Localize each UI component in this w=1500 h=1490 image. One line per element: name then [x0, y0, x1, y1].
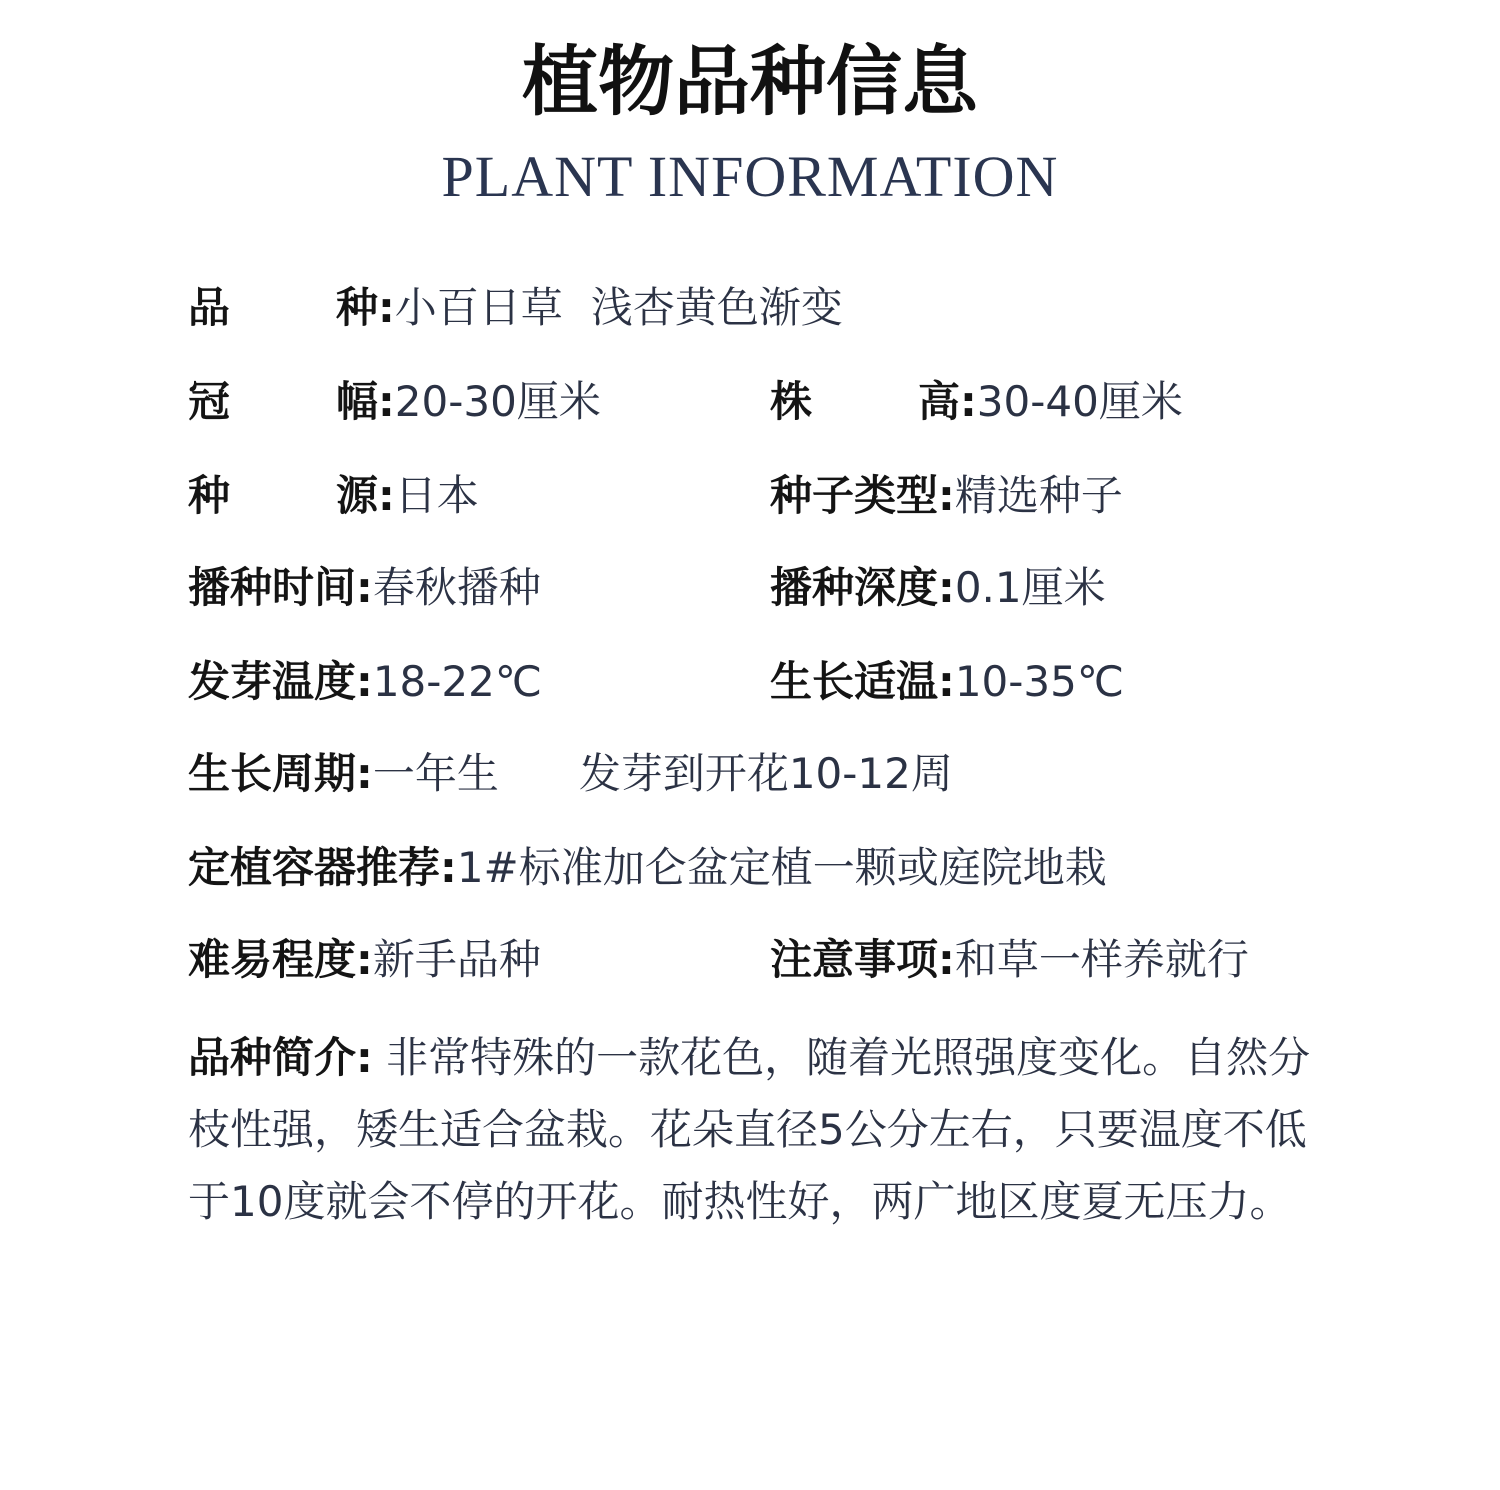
- field-value: 新手品种: [372, 935, 541, 984]
- field-colon: :: [356, 657, 373, 706]
- field-difficulty: [188, 930, 541, 990]
- field-value: 一年生: [372, 749, 499, 798]
- field-seed-type: [770, 466, 1123, 526]
- field-crown: [188, 372, 601, 432]
- field-height: [770, 372, 1183, 432]
- field-value: 小百日草: [394, 283, 563, 332]
- field-colon: :: [960, 377, 977, 426]
- field-label: 定植容器推荐: [188, 843, 441, 892]
- field-colon: :: [440, 843, 457, 892]
- field-colon: :: [938, 563, 955, 612]
- field-label: 品种: [188, 283, 378, 332]
- field-origin: [188, 466, 479, 526]
- field-value: 精选种子: [954, 471, 1123, 520]
- description-label: 品种简介: [188, 1033, 357, 1082]
- page-title: 植物品种信息: [522, 37, 978, 126]
- field-value: 20-30厘米: [394, 377, 601, 426]
- field-colon: :: [938, 657, 955, 706]
- description-colon: :: [356, 1033, 373, 1082]
- field-grow-temp: [770, 652, 1124, 712]
- field-value: 18-22℃: [372, 657, 543, 706]
- field-label: 播种深度: [770, 563, 939, 612]
- field-label: 种源: [188, 471, 378, 520]
- variety-description: [188, 1022, 1348, 1238]
- field-value: 10-35℃: [954, 657, 1125, 706]
- field-colon: :: [938, 471, 955, 520]
- field-label: 难易程度: [188, 935, 357, 984]
- field-colon: :: [378, 377, 395, 426]
- field-container: [188, 838, 1107, 898]
- description-text: 非常特殊的一款花色，随着光照强度变化。自然分枝性强，矮生适合盆栽。花朵直径5公分左右，只要温度不低于10度就会不停的开花。耐热性好，两广地区度夏无压力。: [188, 1033, 1311, 1226]
- field-colon: :: [938, 935, 955, 984]
- field-colon: :: [356, 749, 373, 798]
- field-notes: [770, 930, 1249, 990]
- field-label: 注意事项: [770, 935, 939, 984]
- field-cycle: [188, 744, 953, 804]
- field-label: 株高: [770, 377, 960, 426]
- field-sow-time: [188, 558, 541, 618]
- field-germ-temp: [188, 652, 542, 712]
- field-value-secondary: 发芽到开花10-12周: [578, 749, 953, 798]
- field-variety: [188, 278, 843, 338]
- field-value: 0.1厘米: [954, 563, 1106, 612]
- page-subtitle: PLANT INFORMATION: [441, 144, 1059, 209]
- field-label: 生长适温: [770, 657, 939, 706]
- field-label: 发芽温度: [188, 657, 357, 706]
- field-value-secondary: 浅杏黄色渐变: [590, 283, 843, 332]
- field-value: 30-40厘米: [976, 377, 1183, 426]
- field-colon: :: [378, 471, 395, 520]
- field-value: 1#标准加仑盆定植一颗或庭院地栽: [456, 843, 1107, 892]
- field-label: 种子类型: [770, 471, 939, 520]
- field-colon: :: [356, 935, 373, 984]
- field-colon: :: [378, 283, 395, 332]
- field-label: 播种时间: [188, 563, 357, 612]
- field-value: 春秋播种: [372, 563, 541, 612]
- field-label: 冠幅: [188, 377, 378, 426]
- field-value: 和草一样养就行: [954, 935, 1249, 984]
- field-value: 日本: [394, 471, 479, 520]
- field-label: 生长周期: [188, 749, 357, 798]
- field-colon: :: [356, 563, 373, 612]
- field-sow-depth: [770, 558, 1106, 618]
